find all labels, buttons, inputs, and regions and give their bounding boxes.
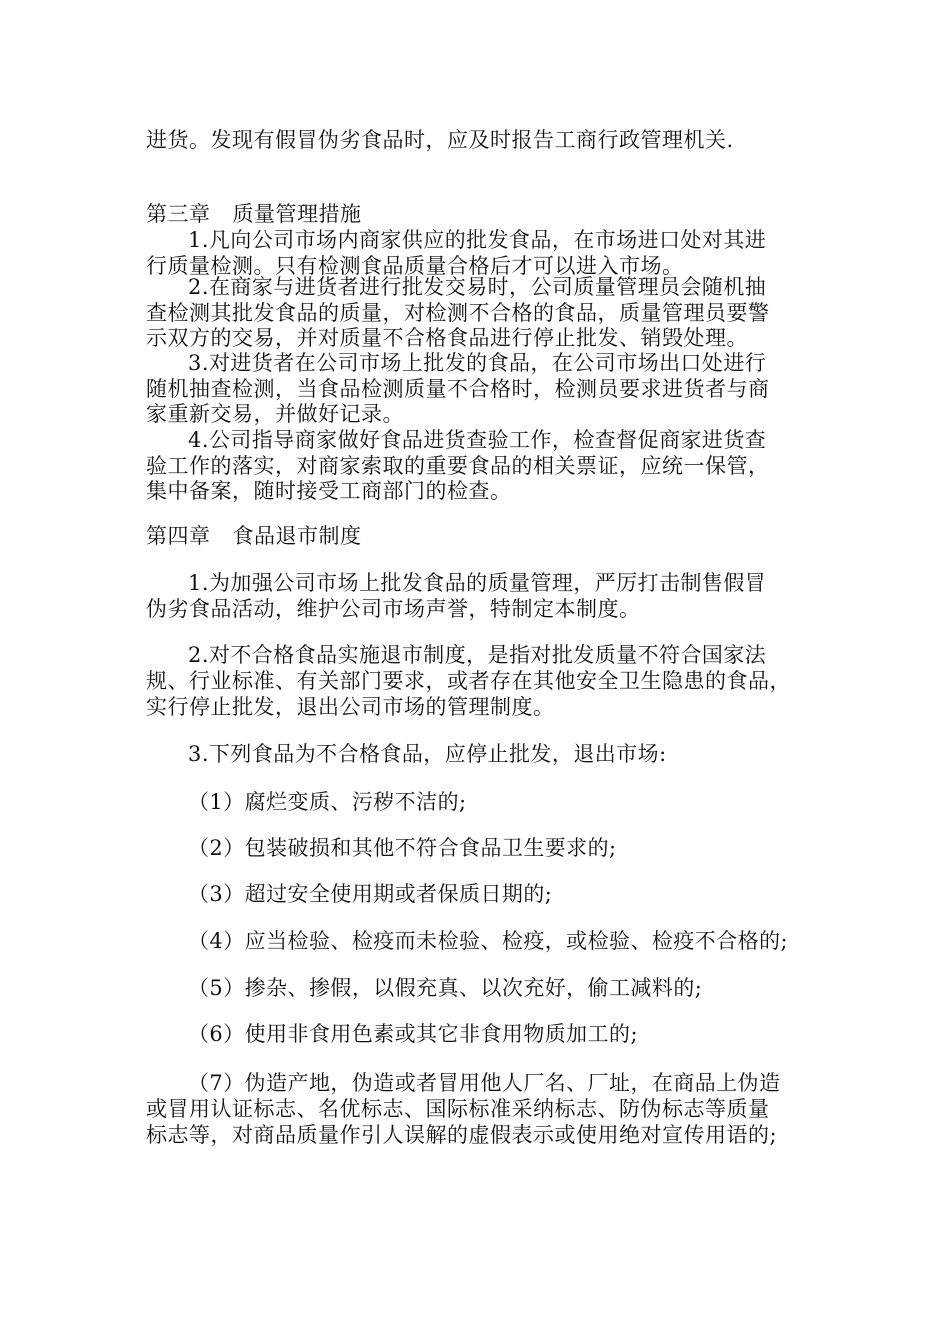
ch3-item3-line2: 随机抽查检测，当食品检测质量不合格时，检测员要求进货者与商	[146, 377, 770, 401]
ch4-item2-line3: 实行停止批发，退出公司市场的管理制度。	[146, 695, 555, 719]
ch4-subitem5: （5）掺杂、掺假，以假充真、以次充好，偷工减料的;	[188, 976, 703, 1000]
ch4-subitem7-line1: （7）伪造产地，伪造或者冒用他人厂名、厂址，在商品上伪造	[188, 1071, 781, 1095]
ch4-item1-line1: 1.为加强公司市场上批发食品的质量管理，严厉打击制售假冒	[188, 571, 767, 595]
ch4-subitem6: （6）使用非食用色素或其它非食用物质加工的;	[188, 1022, 639, 1046]
ch3-item3-line3: 家重新交易，并做好记录。	[146, 402, 404, 426]
chapter4-title: 食品退市制度	[232, 524, 362, 548]
chapter4-number: 第四章	[146, 524, 211, 548]
ch4-item2-line1: 2.对不合格食品实施退市制度，是指对批发质量不符合国家法	[188, 643, 767, 667]
ch4-subitem7-line3: 标志等，对商品质量作引人误解的虚假表示或使用绝对宣传用语的;	[146, 1123, 778, 1147]
ch4-subitem2: （2）包装破损和其他不符合食品卫生要求的;	[188, 836, 617, 860]
ch4-item2-line2: 规、行业标准、有关部门要求，或者存在其他安全卫生隐患的食品，	[146, 669, 791, 693]
ch3-item1-line1: 1.凡向公司市场内商家供应的批发食品，在市场进口处对其进	[188, 228, 767, 252]
ch3-item4-line2: 验工作的落实，对商家索取的重要食品的相关票证，应统一保管，	[146, 454, 770, 478]
ch4-subitem1: （1）腐烂变质、污秽不洁的;	[188, 790, 467, 814]
ch4-item1-line2: 伪劣食品活动，维护公司市场声誉，特制定本制度。	[146, 597, 641, 621]
ch3-item4-line1: 4.公司指导商家做好食品进货查验工作，检查督促商家进货查	[188, 428, 767, 452]
ch3-item4-line3: 集中备案，随时接受工商部门的检查。	[146, 479, 512, 503]
ch3-item2-line2: 查检测其批发食品的质量，对检测不合格的食品，质量管理员要警	[146, 301, 770, 325]
chapter4-heading	[146, 523, 826, 549]
ch4-subitem7-line2: 或冒用认证标志、名优标志、国际标准采纳标志、防伪标志等质量	[146, 1097, 770, 1121]
intro-line: 进货。发现有假冒伪劣食品时，应及时报告工商行政管理机关.	[146, 128, 734, 152]
ch3-item2-line3: 示双方的交易，并对质量不合格食品进行停止批发、销毁处理。	[146, 326, 748, 350]
ch4-subitem3: （3）超过安全使用期或者保质日期的;	[188, 882, 553, 906]
chapter3-heading	[146, 201, 826, 227]
chapter3-title: 质量管理措施	[232, 202, 362, 226]
chapter3-number: 第三章	[146, 202, 211, 226]
ch3-item1-line2: 行质量检测。只有检测食品质量合格后才可以进入市场。	[146, 254, 684, 278]
ch3-item3-line1: 3.对进货者在公司市场上批发的食品，在公司市场出口处进行	[188, 351, 767, 375]
ch4-item3-line1: 3.下列食品为不合格食品，应停止批发，退出市场:	[188, 742, 667, 766]
ch3-item2-line1: 2.在商家与进货者进行批发交易时，公司质量管理员会随机抽	[188, 275, 767, 299]
ch4-subitem4: （4）应当检验、检疫而未检验、检疫，或检验、检疫不合格的;	[188, 929, 789, 953]
